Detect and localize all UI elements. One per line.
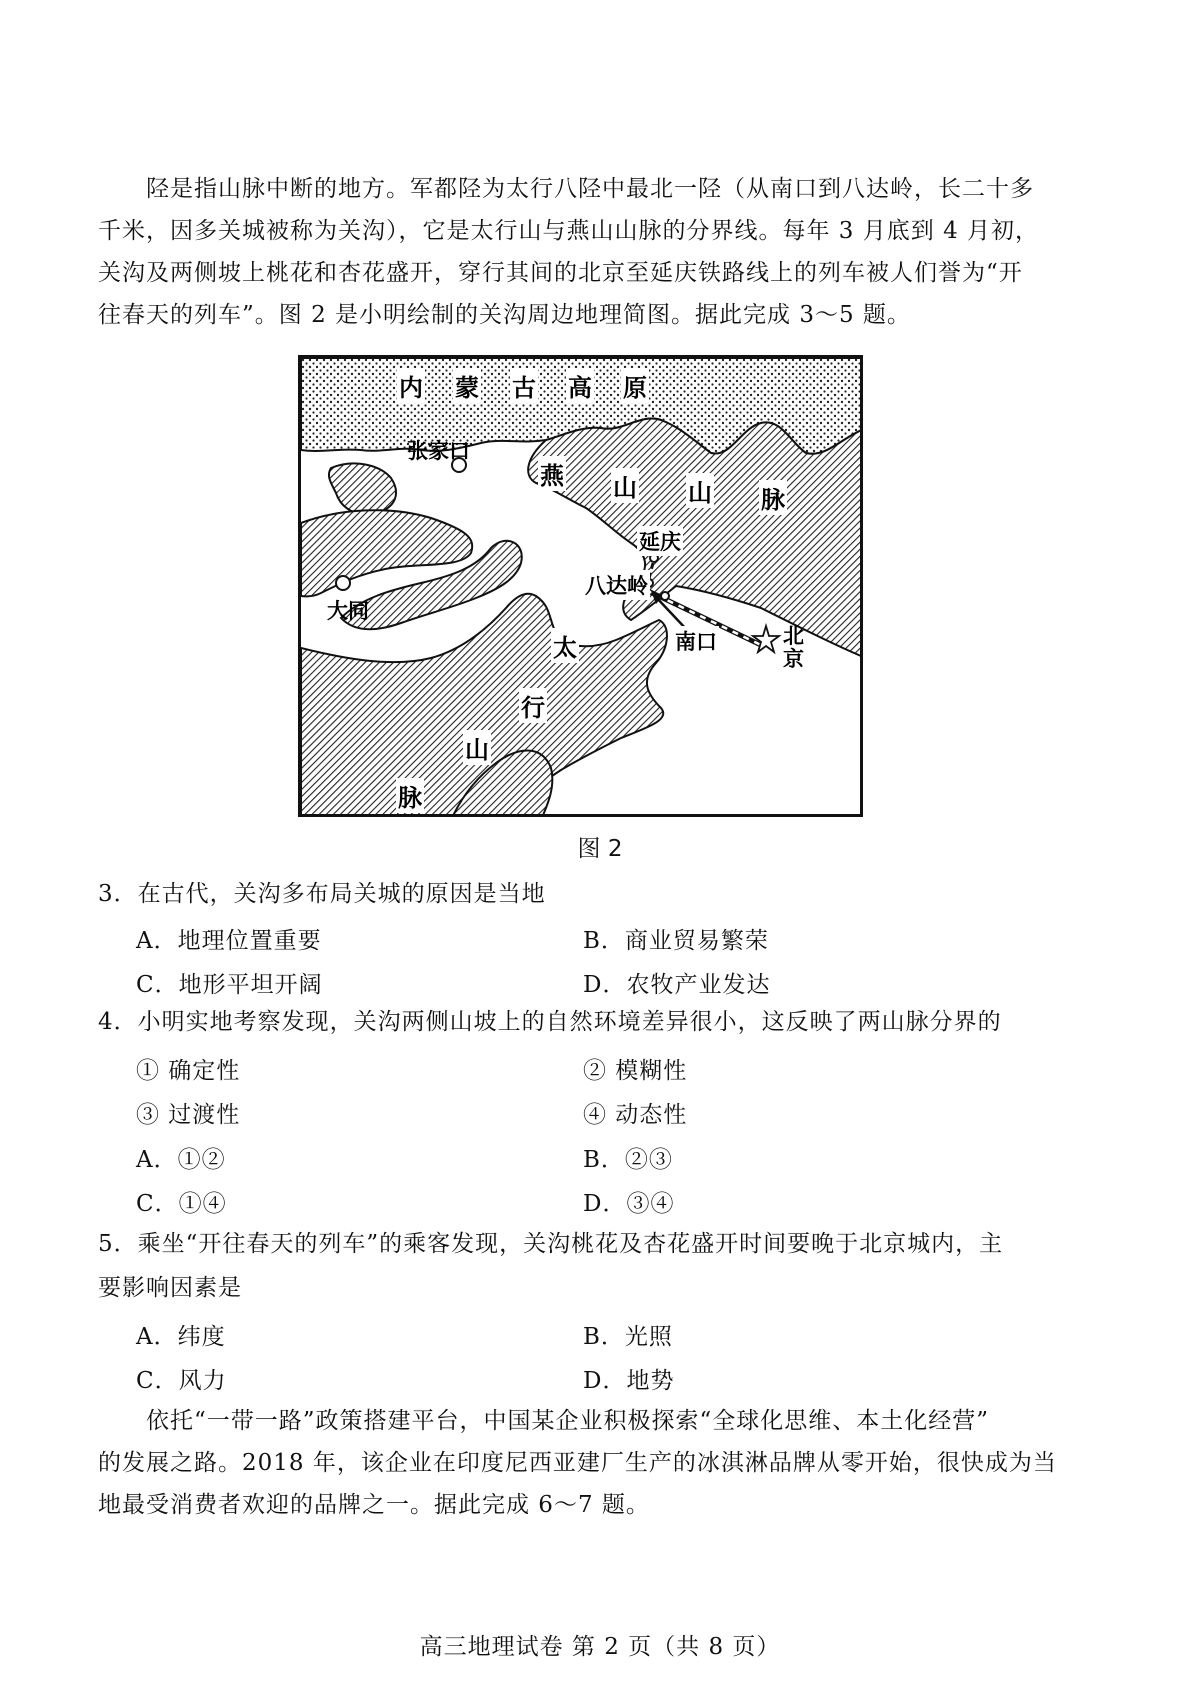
option-c: C．风力 — [136, 1368, 227, 1394]
intro-line: 关沟及两侧坡上桃花和杏花盛开，穿行其间的北京至延庆铁路线上的列车被人们誉为“开 — [98, 260, 1023, 286]
option-d: D．③④ — [583, 1191, 675, 1217]
question-4 — [98, 1000, 1078, 1044]
zhangjiakou-ridge — [329, 463, 396, 514]
yanqing-label: 延庆 — [637, 526, 683, 556]
question-3 — [98, 872, 1078, 916]
badaling-label: 八达岭 — [583, 570, 650, 600]
intro-line: 千米，因多关城被称为关沟），它是太行山与燕山山脉的分界线。每年 3 月底到 4 月初， — [98, 218, 1040, 244]
nankou-marker — [661, 592, 669, 600]
question-text: 在古代，关沟多布局关城的原因是当地 — [137, 881, 546, 907]
option-c: C．①④ — [136, 1191, 227, 1217]
yanshan-label-char: 脉 — [759, 480, 787, 515]
page-footer: 高三地理试卷 第 2 页（共 8 页） — [419, 1634, 781, 1660]
question-5 — [98, 1222, 1078, 1310]
question-number: 3． — [98, 881, 138, 907]
intro2-line: 地最受消费者欢迎的品牌之一。据此完成 6～7 题。 — [98, 1492, 650, 1518]
question-number: 4． — [98, 1009, 138, 1035]
option-d: D．农牧产业发达 — [583, 972, 771, 998]
option-b: B．光照 — [583, 1324, 673, 1350]
yanshan-label-char: 燕 — [538, 456, 566, 491]
option-b: B．商业贸易繁荣 — [583, 928, 769, 954]
yanshan-label-char: 山 — [686, 473, 714, 508]
intro2-line: 依托“一带一路”政策搭建平台，中国某企业积极探索“全球化思维、本土化经营” — [146, 1408, 990, 1434]
datong-label: 大同 — [327, 599, 369, 623]
nankou-label: 南口 — [673, 626, 719, 656]
option-a: A．地理位置重要 — [136, 928, 322, 954]
question-text: 乘坐“开往春天的列车”的乘客发现，关沟桃花及杏花盛开时间要晚于北京城内，主 — [137, 1231, 1004, 1257]
option-b: B．②③ — [583, 1147, 673, 1173]
datong-marker — [336, 576, 350, 590]
taihang-label-char: 太 — [551, 628, 579, 663]
option-c: C．地形平坦开阔 — [136, 972, 323, 998]
intro-line: 往春天的列车”。图 2 是小明绘制的关沟周边地理简图。据此完成 3～5 题。 — [98, 302, 911, 328]
taihang-label-char: 脉 — [396, 778, 424, 813]
question-stem — [98, 872, 1078, 916]
beijing-label-char: 北 — [783, 624, 804, 648]
figure-caption: 图 2 — [577, 836, 623, 862]
intro2-passage — [98, 1400, 1098, 1526]
taihang-label-char: 行 — [519, 688, 547, 723]
guangou-map — [298, 355, 863, 817]
question-stem-cont: 要影响因素是 — [98, 1275, 242, 1301]
taihang-label-char: 山 — [463, 730, 491, 765]
intro2-line: 的发展之路。2018 年，该企业在印度尼西亚建厂生产的冰淇淋品牌从零开始，很快成为当 — [98, 1450, 1057, 1476]
plateau-label-char: 内 — [397, 368, 425, 403]
yanshan-region — [528, 418, 863, 658]
question-number: 5． — [98, 1231, 138, 1257]
plateau-label-char: 高 — [566, 368, 594, 403]
option-d: D．地势 — [583, 1368, 675, 1394]
map-drawing — [301, 358, 863, 817]
intro-passage — [98, 168, 1058, 336]
statement-2: ② 模糊性 — [583, 1058, 688, 1084]
plateau-label-char: 原 — [621, 368, 649, 403]
intro-line: 陉是指山脉中断的地方。军都陉为太行八陉中最北一陉（从南口到八达岭，长二十多 — [146, 176, 1034, 202]
plateau-label-char: 古 — [510, 368, 538, 403]
zhangjiakou-label: 张家口 — [407, 439, 470, 463]
option-a: A．纬度 — [136, 1324, 226, 1350]
beijing-label-char: 京 — [783, 647, 804, 671]
plateau-label-char: 蒙 — [453, 368, 481, 403]
question-text: 小明实地考察发现，关沟两侧山坡上的自然环境差异很小，这反映了两山脉分界的 — [137, 1009, 1002, 1035]
statement-4: ④ 动态性 — [583, 1102, 688, 1128]
yanshan-label-char: 山 — [611, 468, 639, 503]
beijing-star — [753, 626, 779, 652]
statement-3: ③ 过渡性 — [136, 1102, 241, 1128]
option-a: A．①② — [136, 1147, 226, 1173]
statement-1: ① 确定性 — [136, 1058, 241, 1084]
question-stem — [98, 1000, 1078, 1044]
question-stem — [98, 1222, 1078, 1266]
